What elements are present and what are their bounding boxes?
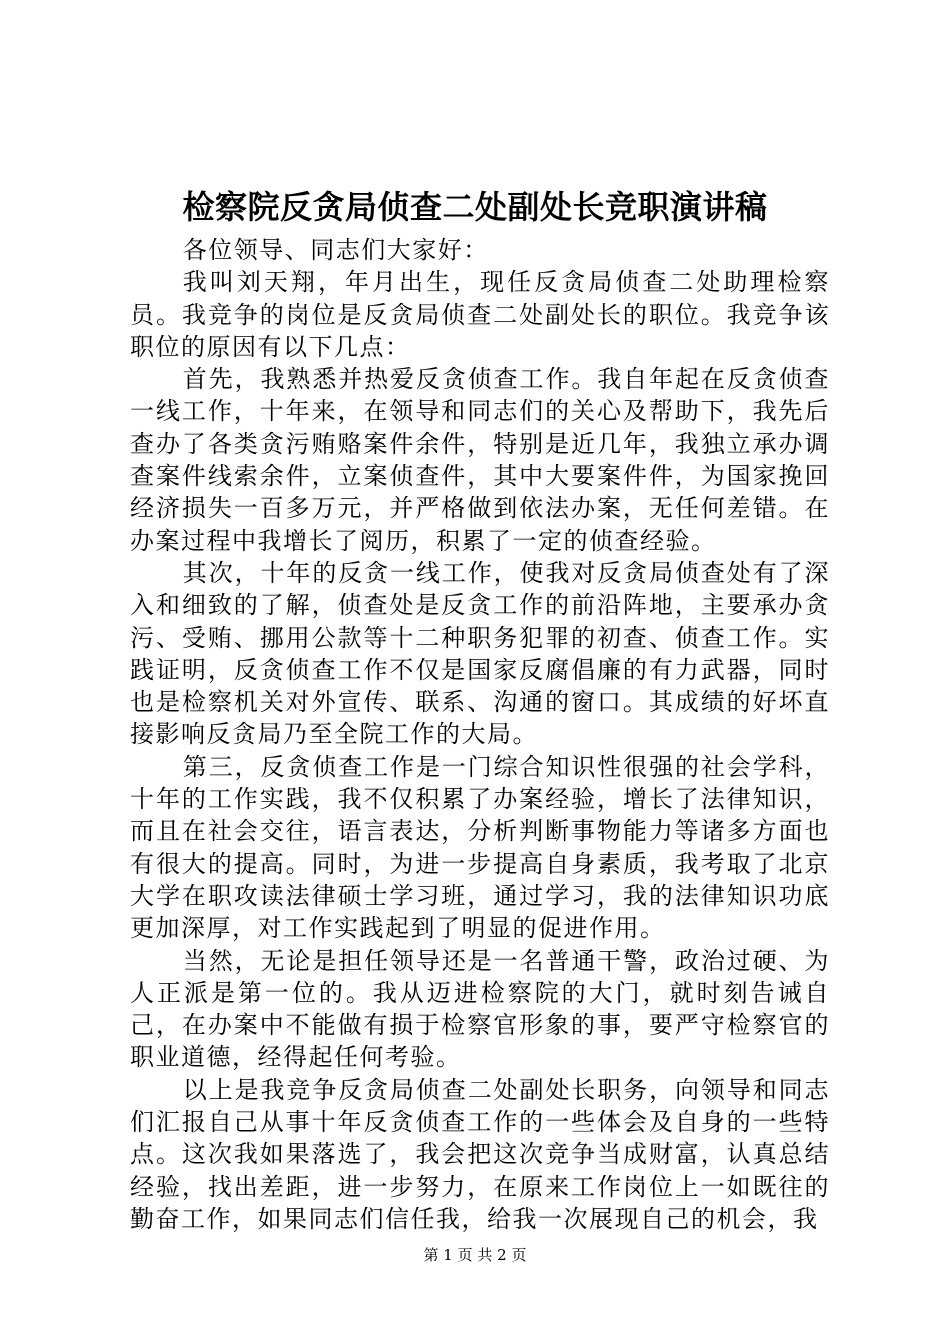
paragraph-second-reason: 其次，十年的反贪一线工作，使我对反贪局侦查处有了深入和细致的了解，侦查处是反贪工作的前沿阵地，主要承办贪污、受贿、挪用公款等十二种职务犯罪的初查、侦查工作。实践证明，反贪侦查工作不仅是国家反腐倡廉的有力武器，同时也是检察机关对外宣传、联系、沟通的窗口。其成绩的好坏直接影响反贪局乃至全院工作的大局。: [130, 558, 830, 749]
paragraph-third-reason: 第三，反贪侦查工作是一门综合知识性很强的社会学科，十年的工作实践，我不仅积累了办案经验，增长了法律知识，而且在社会交往，语言表达，分析判断事物能力等诸多方面也有很大的提高。同时，为进一步提高自身素质，我考取了北京大学在职攻读法律硕士学习班，通过学习，我的法律知识功底更加深厚，对工作实践起到了明显的促进作用。: [130, 752, 830, 943]
paragraph-integrity: 当然，无论是担任领导还是一名普通干警，政治过硬、为人正派是第一位的。我从迈进检察院的大门，就时刻告诫自己，在办案中不能做有损于检察官形象的事，要严守检察官的职业道德，经得起任何考验。: [130, 946, 830, 1072]
page-number-footer: 第 1 页 共 2 页: [423, 1246, 527, 1264]
document-body: [130, 234, 830, 1235]
paragraph-first-reason: 首先，我熟悉并热爱反贪侦查工作。我自年起在反贪侦查一线工作，十年来，在领导和同志们的关心及帮助下，我先后查办了各类贪污贿赂案件余件，特别是近几年，我独立承办调查案件线索余件，立案侦查件，其中大要案件件，为国家挽回经济损失一百多万元，并严格做到依法办案，无任何差错。在办案过程中我增长了阅历，积累了一定的侦查经验。: [130, 365, 830, 555]
document-title: 检察院反贪局侦查二处副处长竞职演讲稿: [182, 188, 768, 226]
paragraph-introduction: 我叫刘天翔，年月出生，现任反贪局侦查二处助理检察员。我竞争的岗位是反贪局侦查二处副处长的职位。我竞争该职位的原因有以下几点：: [130, 268, 830, 361]
paragraph-greeting: 各位领导、同志们大家好：: [182, 236, 489, 264]
paragraph-conclusion: 以上是我竞争反贪局侦查二处副处长职务，向领导和同志们汇报自己从事十年反贪侦查工作的一些体会及自身的一些特点。这次我如果落选了，我会把这次竞争当成财富，认真总结经验，找出差距，进一步努力，在原来工作岗位上一如既往的勤奋工作，如果同志们信任我，给我一次展现自己的机会，我: [130, 1075, 830, 1233]
